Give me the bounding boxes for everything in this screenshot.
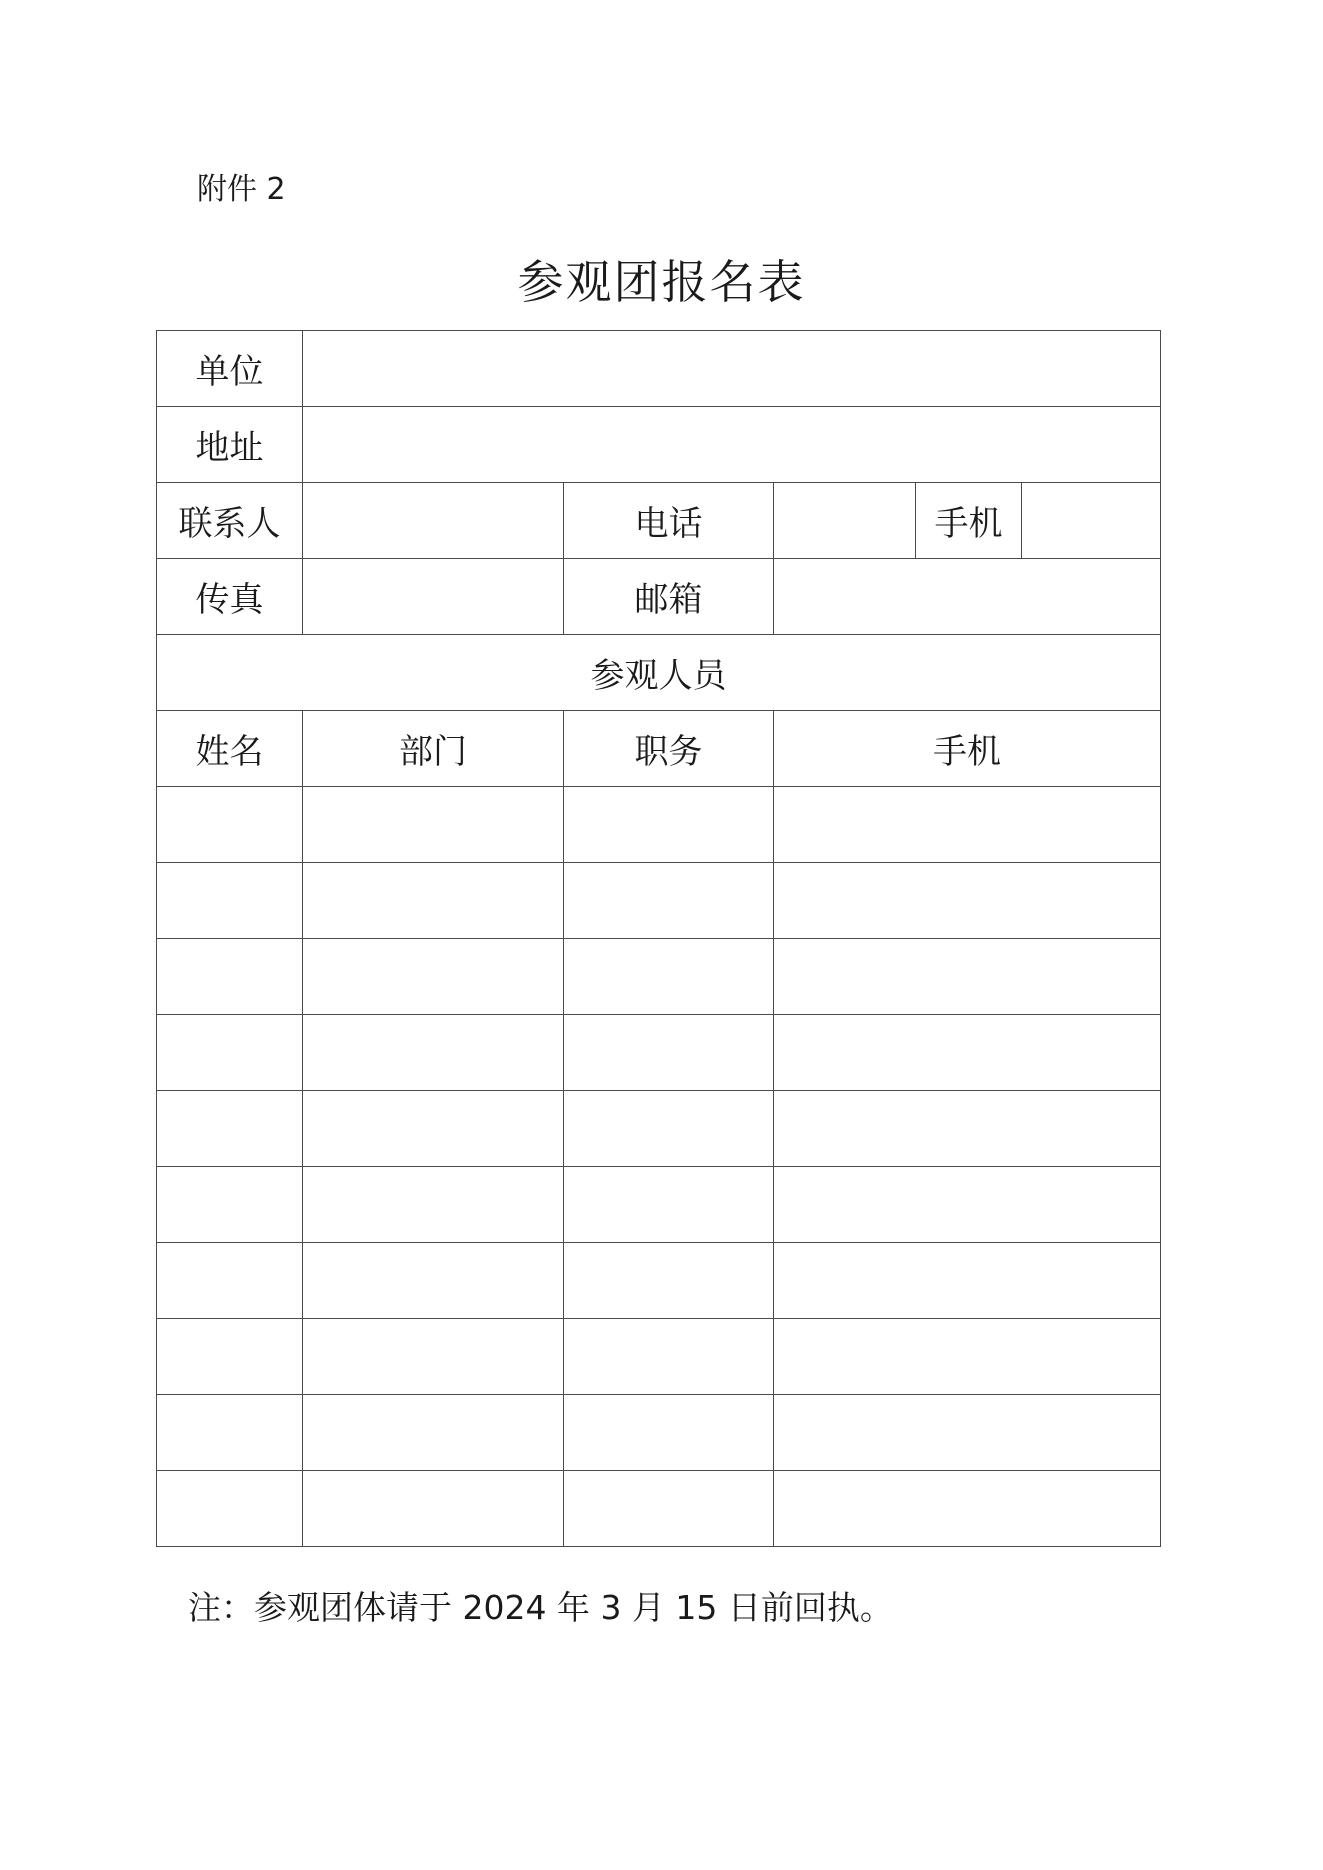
address-label: 地址	[157, 407, 303, 483]
attendee-department-field[interactable]	[303, 863, 564, 939]
column-header-position: 职务	[564, 711, 774, 787]
contact-field[interactable]	[303, 483, 564, 559]
attendee-position-field[interactable]	[564, 1395, 774, 1471]
email-field[interactable]	[774, 559, 1161, 635]
attendee-name-field[interactable]	[157, 1319, 303, 1395]
attendee-department-field[interactable]	[303, 1015, 564, 1091]
attendee-mobile-field[interactable]	[774, 1243, 1161, 1319]
attendee-department-field[interactable]	[303, 787, 564, 863]
attendee-row	[157, 1471, 1161, 1547]
attendee-position-field[interactable]	[564, 1243, 774, 1319]
attendee-name-field[interactable]	[157, 1395, 303, 1471]
contact-label: 联系人	[157, 483, 303, 559]
attendee-mobile-field[interactable]	[774, 863, 1161, 939]
attendee-position-field[interactable]	[564, 939, 774, 1015]
column-header-department: 部门	[303, 711, 564, 787]
attachment-label: 附件 2	[197, 172, 286, 207]
column-header-name: 姓名	[157, 711, 303, 787]
address-row	[157, 407, 1161, 483]
attendee-position-field[interactable]	[564, 1319, 774, 1395]
attendee-mobile-field[interactable]	[774, 939, 1161, 1015]
fax-email-row	[157, 559, 1161, 635]
attendee-mobile-field[interactable]	[774, 787, 1161, 863]
attendee-position-field[interactable]	[564, 1015, 774, 1091]
attendee-department-field[interactable]	[303, 1471, 564, 1547]
attendees-section-title: 参观人员	[157, 635, 1161, 711]
mobile-group	[916, 483, 1161, 559]
attendee-department-field[interactable]	[303, 1395, 564, 1471]
attendee-name-field[interactable]	[157, 1243, 303, 1319]
attendee-mobile-field[interactable]	[774, 1091, 1161, 1167]
attendee-rows	[157, 787, 1161, 1547]
address-field[interactable]	[303, 407, 1161, 483]
mobile-label: 手机	[916, 483, 1022, 558]
attendee-department-field[interactable]	[303, 1319, 564, 1395]
attendee-position-field[interactable]	[564, 787, 774, 863]
attendee-row	[157, 939, 1161, 1015]
attendee-name-field[interactable]	[157, 787, 303, 863]
contact-row	[157, 483, 1161, 559]
attendee-position-field[interactable]	[564, 1091, 774, 1167]
attendee-mobile-field[interactable]	[774, 1015, 1161, 1091]
attendee-mobile-field[interactable]	[774, 1167, 1161, 1243]
footnote: 注：参观团体请于 2024 年 3 月 15 日前回执。	[188, 1588, 893, 1627]
unit-row	[157, 331, 1161, 407]
attendee-row	[157, 863, 1161, 939]
attendee-name-field[interactable]	[157, 1015, 303, 1091]
attendee-mobile-field[interactable]	[774, 1395, 1161, 1471]
attendee-row	[157, 1319, 1161, 1395]
attendee-department-field[interactable]	[303, 1167, 564, 1243]
attendee-row	[157, 1167, 1161, 1243]
phone-field[interactable]	[774, 483, 916, 559]
attendee-department-field[interactable]	[303, 1091, 564, 1167]
attendee-row	[157, 1091, 1161, 1167]
attendee-position-field[interactable]	[564, 1167, 774, 1243]
attendee-mobile-field[interactable]	[774, 1471, 1161, 1547]
mobile-field[interactable]	[1022, 483, 1160, 558]
attendee-mobile-field[interactable]	[774, 1319, 1161, 1395]
attendee-row	[157, 787, 1161, 863]
phone-label: 电话	[564, 483, 774, 559]
attendee-row	[157, 1015, 1161, 1091]
attendee-name-field[interactable]	[157, 863, 303, 939]
attendee-department-field[interactable]	[303, 939, 564, 1015]
attendee-name-field[interactable]	[157, 1167, 303, 1243]
attendee-position-field[interactable]	[564, 1471, 774, 1547]
fax-label: 传真	[157, 559, 303, 635]
attendees-columns-row	[157, 711, 1161, 787]
attendees-header-row	[157, 635, 1161, 711]
registration-form-table	[156, 330, 1161, 1547]
form-title: 参观团报名表	[517, 255, 806, 309]
column-header-mobile: 手机	[774, 711, 1161, 787]
attendee-row	[157, 1395, 1161, 1471]
attendee-department-field[interactable]	[303, 1243, 564, 1319]
attendee-name-field[interactable]	[157, 1091, 303, 1167]
unit-field[interactable]	[303, 331, 1161, 407]
attendee-name-field[interactable]	[157, 939, 303, 1015]
email-label: 邮箱	[564, 559, 774, 635]
attendee-position-field[interactable]	[564, 863, 774, 939]
attendee-row	[157, 1243, 1161, 1319]
unit-label: 单位	[157, 331, 303, 407]
fax-field[interactable]	[303, 559, 564, 635]
attendee-name-field[interactable]	[157, 1471, 303, 1547]
